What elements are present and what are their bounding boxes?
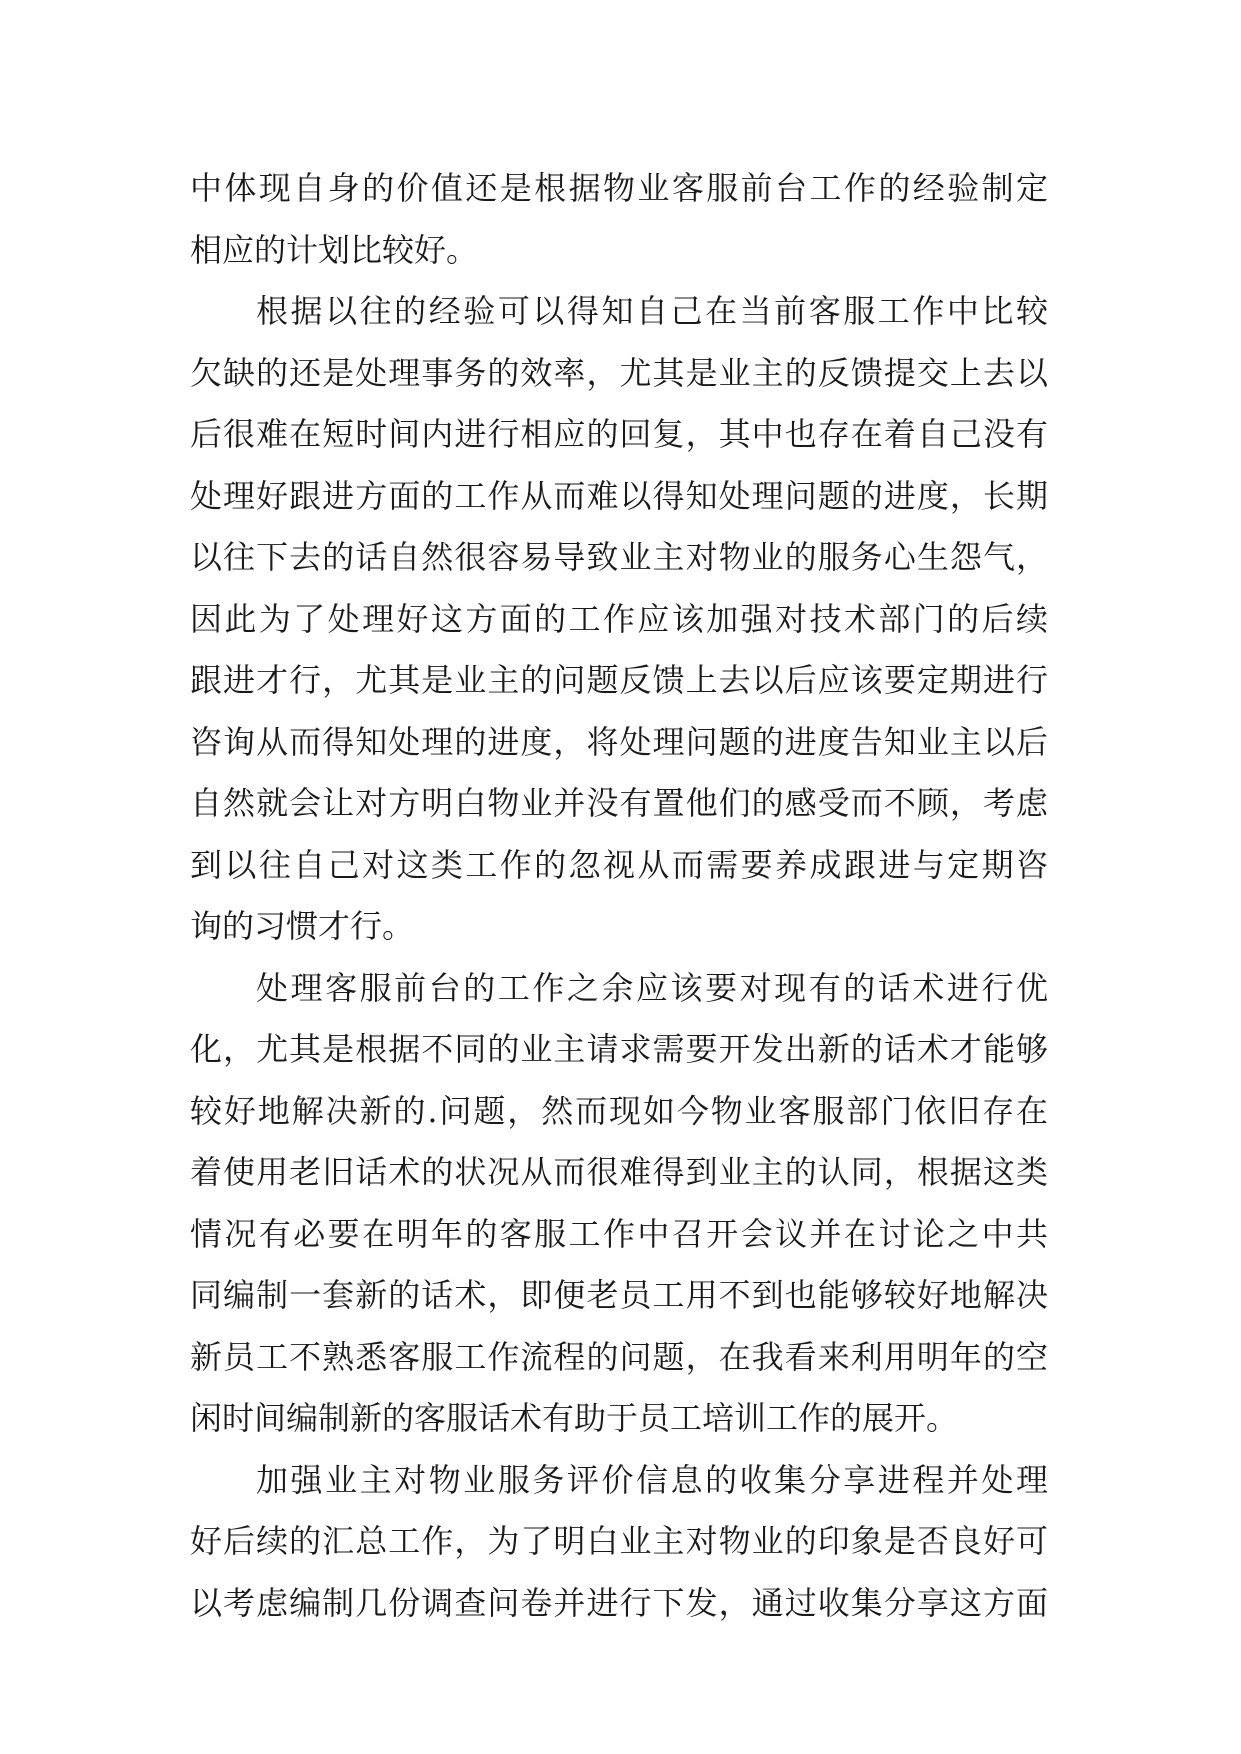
- text-line: 闲时间编制新的客服话术有助于员工培训工作的展开。: [190, 1399, 959, 1437]
- text-line: 跟进才行，尤其是业主的问题反馈上去以后应该要定期进行: [190, 661, 1048, 699]
- text-line: 同编制一套新的话术，即便老员工用不到也能够较好地解决: [190, 1276, 1048, 1314]
- text-line: 自然就会让对方明白物业并没有置他们的感受而不顾，考虑: [190, 784, 1048, 822]
- text-line: 着使用老旧话术的状况从而很难得到业主的认同，根据这类: [190, 1153, 1048, 1191]
- text-line: 欠缺的还是处理事务的效率，尤其是业主的反馈提交上去以: [190, 353, 1048, 392]
- text-line: 到以往自己对这类工作的忽视从而需要养成跟进与定期咨: [190, 845, 1048, 884]
- text-line: 情况有必要在明年的客服工作中召开会议并在讨论之中共: [190, 1214, 1048, 1253]
- text-line: 后很难在短时间内进行相应的回复，其中也存在着自己没有: [190, 415, 1048, 453]
- text-line: 处理好跟进方面的工作从而难以得知处理问题的进度，长期: [190, 476, 1048, 515]
- text-line: 加强业主对物业服务评价信息的收集分享进程并处理: [256, 1460, 1048, 1499]
- text-line: 相应的计划比较好。: [190, 230, 479, 269]
- text-line: 咨询从而得知处理的进度，将处理问题的进度告知业主以后: [190, 722, 1048, 761]
- text-line: 化，尤其是根据不同的业主请求需要开发出新的话术才能够: [190, 1030, 1048, 1068]
- text-line: 询的习惯才行。: [190, 907, 415, 945]
- text-line: 以往下去的话自然很容易导致业主对物业的服务心生怨气，: [190, 538, 1048, 576]
- text-line: 处理客服前台的工作之余应该要对现有的话术进行优: [256, 968, 1048, 1007]
- text-line: 根据以往的经验可以得知自己在当前客服工作中比较: [256, 292, 1048, 330]
- text-line: 较好地解决新的.问题，然而现如今物业客服部门依旧存在: [190, 1091, 1048, 1130]
- text-line: 因此为了处理好这方面的工作应该加强对技术部门的后续: [190, 599, 1048, 638]
- text-line: 新员工不熟悉客服工作流程的问题，在我看来利用明年的空: [190, 1337, 1048, 1376]
- text-line: 中体现自身的价值还是根据物业客服前台工作的经验制定: [190, 169, 1048, 207]
- text-line: 好后续的汇总工作，为了明白业主对物业的印象是否良好可: [190, 1522, 1048, 1560]
- text-line: 以考虑编制几份调查问卷并进行下发，通过收集分享这方面: [190, 1583, 1048, 1622]
- document-body: [190, 158, 1048, 1634]
